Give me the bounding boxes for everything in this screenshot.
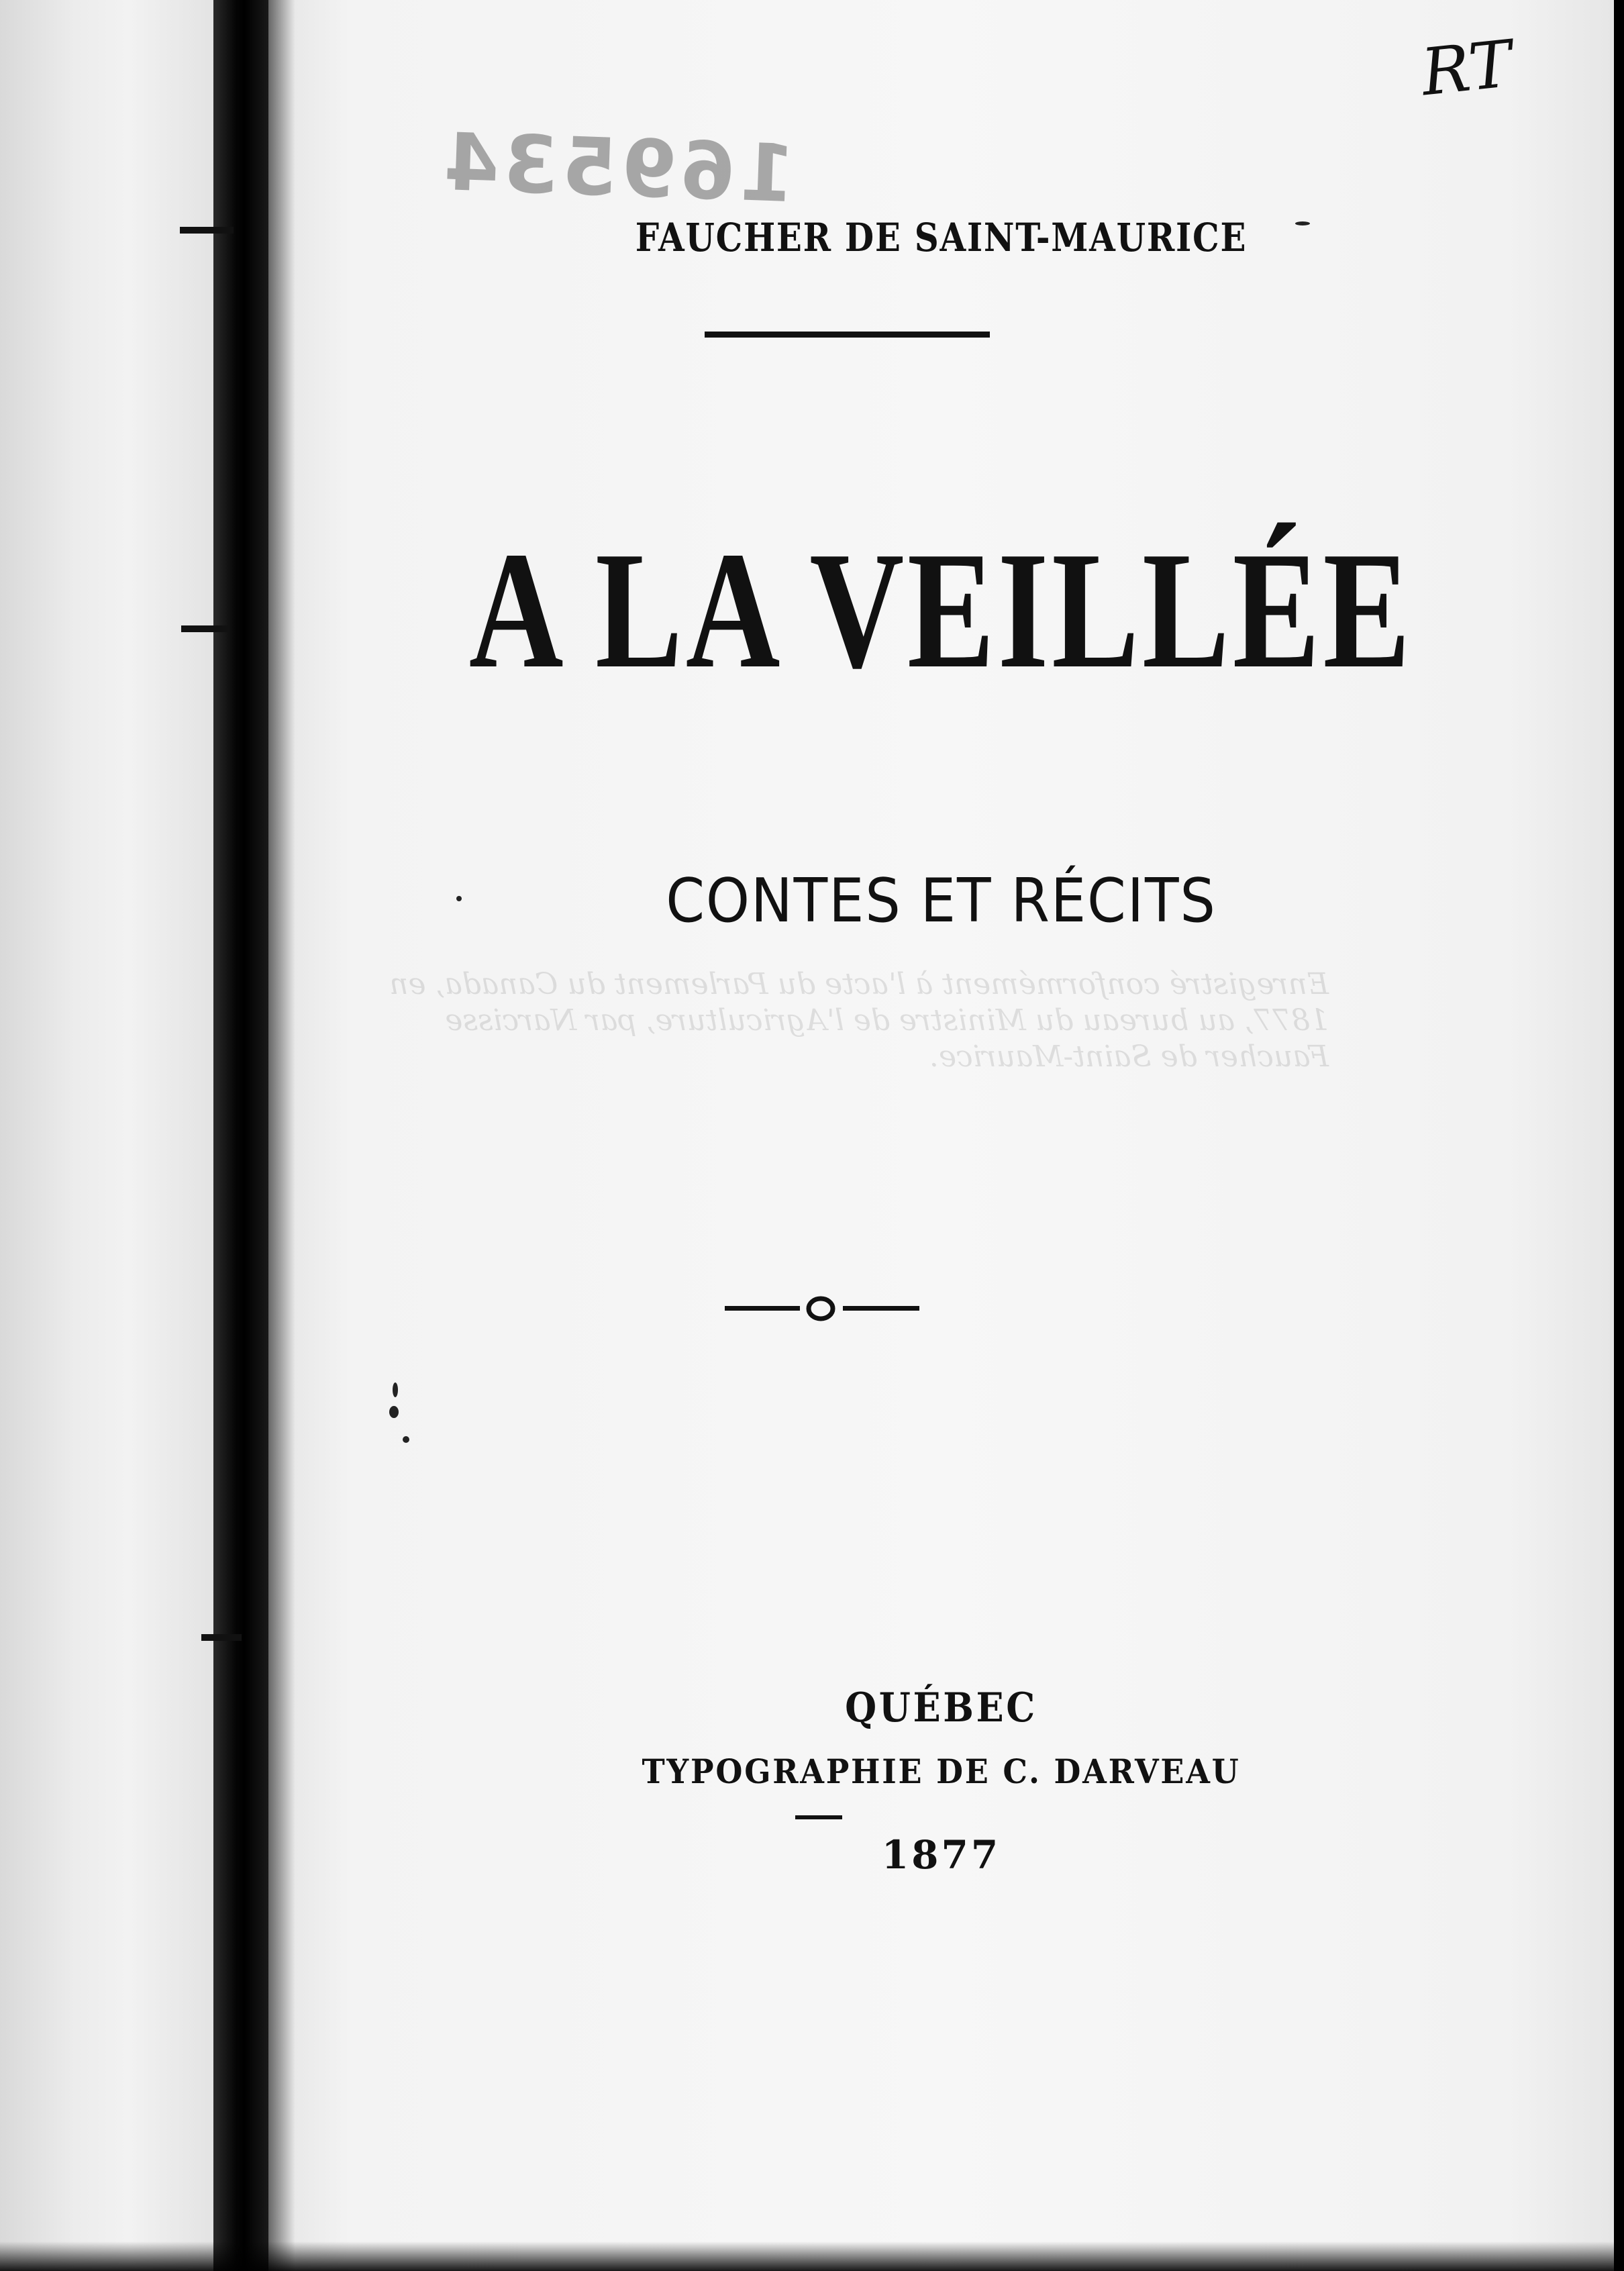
previous-page-edge bbox=[0, 0, 215, 2271]
page-right-edge bbox=[1614, 0, 1624, 2271]
author-rule bbox=[705, 332, 990, 338]
handwritten-mark: RT bbox=[1417, 26, 1516, 111]
ink-speck bbox=[403, 1436, 409, 1443]
binding-thread bbox=[181, 625, 228, 632]
book-subtitle: CONTES ET RÉCITS bbox=[666, 866, 1217, 936]
binding-thread bbox=[201, 1634, 242, 1641]
printer-name: TYPOGRAPHIE DE C. DARVEAU bbox=[642, 1752, 1241, 1791]
publication-place: QUÉBEC bbox=[845, 1684, 1037, 1731]
ink-speck bbox=[393, 1382, 398, 1397]
page-bottom-shadow bbox=[0, 2241, 1624, 2271]
ink-speck bbox=[456, 896, 462, 901]
year-rule bbox=[795, 1815, 842, 1819]
library-stamp-number: 169534 bbox=[438, 115, 797, 221]
title-page bbox=[268, 0, 1614, 2271]
ink-speck bbox=[1295, 221, 1310, 225]
author-name: FAUCHER DE SAINT-MAURICE bbox=[635, 215, 1248, 260]
ink-speck bbox=[389, 1406, 399, 1418]
bleed-through-text: Enregistré conformément à l'acte du Parlement du Canada, en 1877, au bureau du Ministre de l'Agriculture, par Narcisse Faucher de Saint-Maurice. bbox=[389, 967, 1329, 1074]
ornament-divider-icon bbox=[725, 1292, 919, 1325]
binding-thread bbox=[180, 227, 234, 234]
book-title: A LA VEILLÉE bbox=[468, 517, 1414, 703]
publication-year: 1877 bbox=[881, 1832, 1001, 1878]
gutter-shadow bbox=[268, 0, 295, 2271]
book-binding-gutter bbox=[213, 0, 270, 2271]
